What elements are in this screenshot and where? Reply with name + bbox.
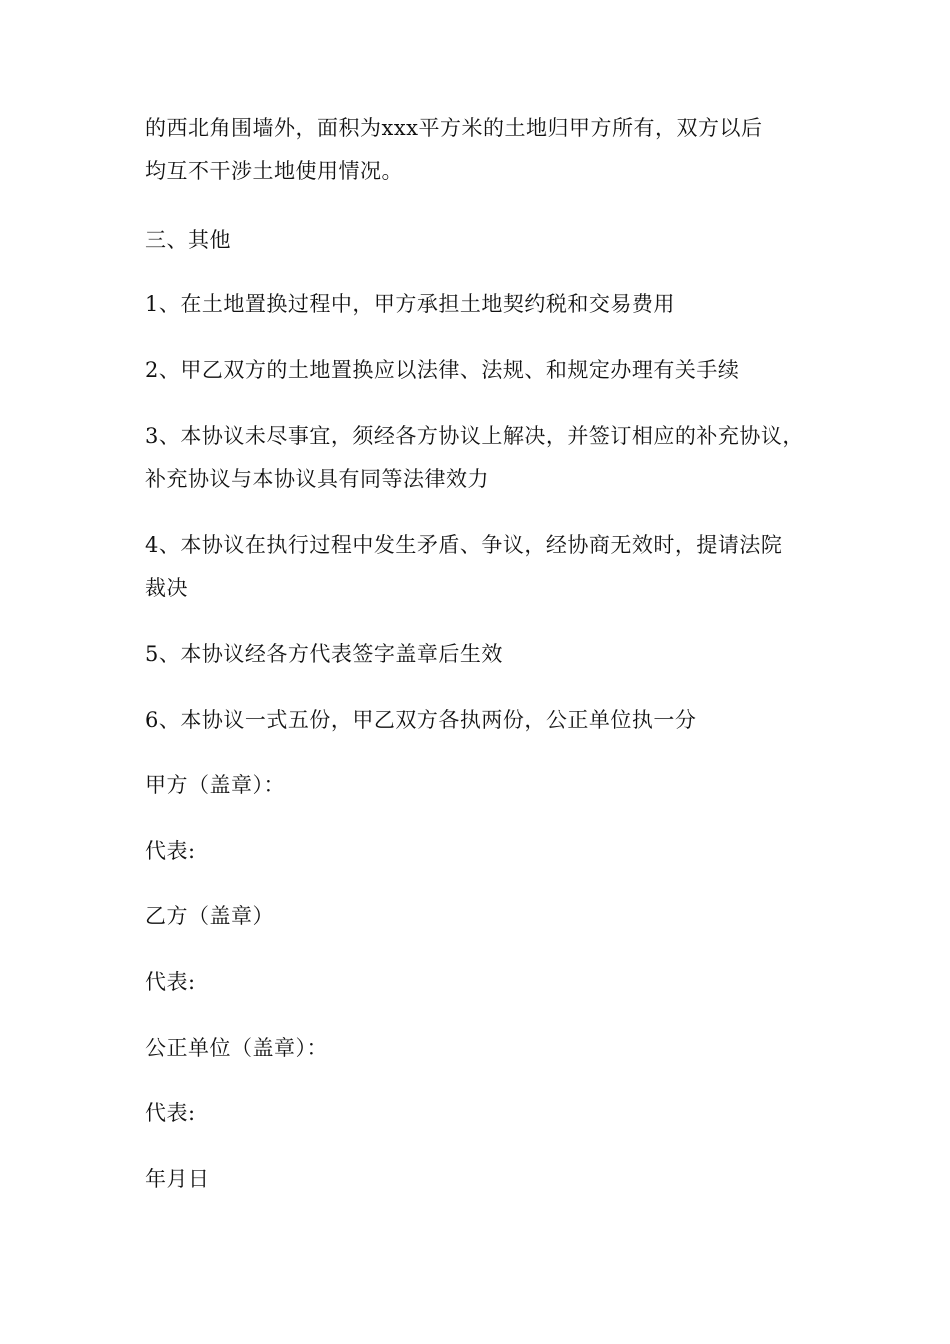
- clause-3-line-2: 补充协议与本协议具有同等法律效力: [145, 467, 489, 491]
- clause-4-line-1: 4、本协议在执行过程中发生矛盾、争议，经协商无效时，提请法院: [145, 533, 783, 557]
- clause-6: 6、本协议一式五份，甲乙双方各执两份，公正单位执一分: [145, 708, 697, 732]
- party-b-seal-label: 乙方（盖章）: [145, 904, 274, 928]
- date-label: 年月日: [145, 1167, 210, 1191]
- paragraph-land-clause-line-1: 的西北角围墙外，面积为xxx平方米的土地归甲方所有，双方以后: [145, 116, 763, 140]
- party-b-representative-label: 代表:: [145, 970, 196, 994]
- clause-5: 5、本协议经各方代表签字盖章后生效: [145, 642, 503, 666]
- clause-3-line-1: 3、本协议未尽事宜，须经各方协议上解决，并签订相应的补充协议，: [145, 424, 804, 448]
- party-a-representative-label: 代表:: [145, 839, 196, 863]
- notary-seal-label: 公正单位（盖章）：: [145, 1036, 328, 1060]
- party-a-seal-label: 甲方（盖章）：: [145, 773, 285, 797]
- clause-2: 2、甲乙双方的土地置换应以法律、法规、和规定办理有关手续: [145, 358, 740, 382]
- notary-representative-label: 代表:: [145, 1101, 196, 1125]
- clause-1: 1、在土地置换过程中，甲方承担土地契约税和交易费用: [145, 292, 675, 316]
- section-heading-other: 三、其他: [145, 228, 231, 252]
- paragraph-land-clause-line-2: 均互不干涉土地使用情况。: [145, 159, 403, 183]
- clause-4-line-2: 裁决: [145, 576, 188, 600]
